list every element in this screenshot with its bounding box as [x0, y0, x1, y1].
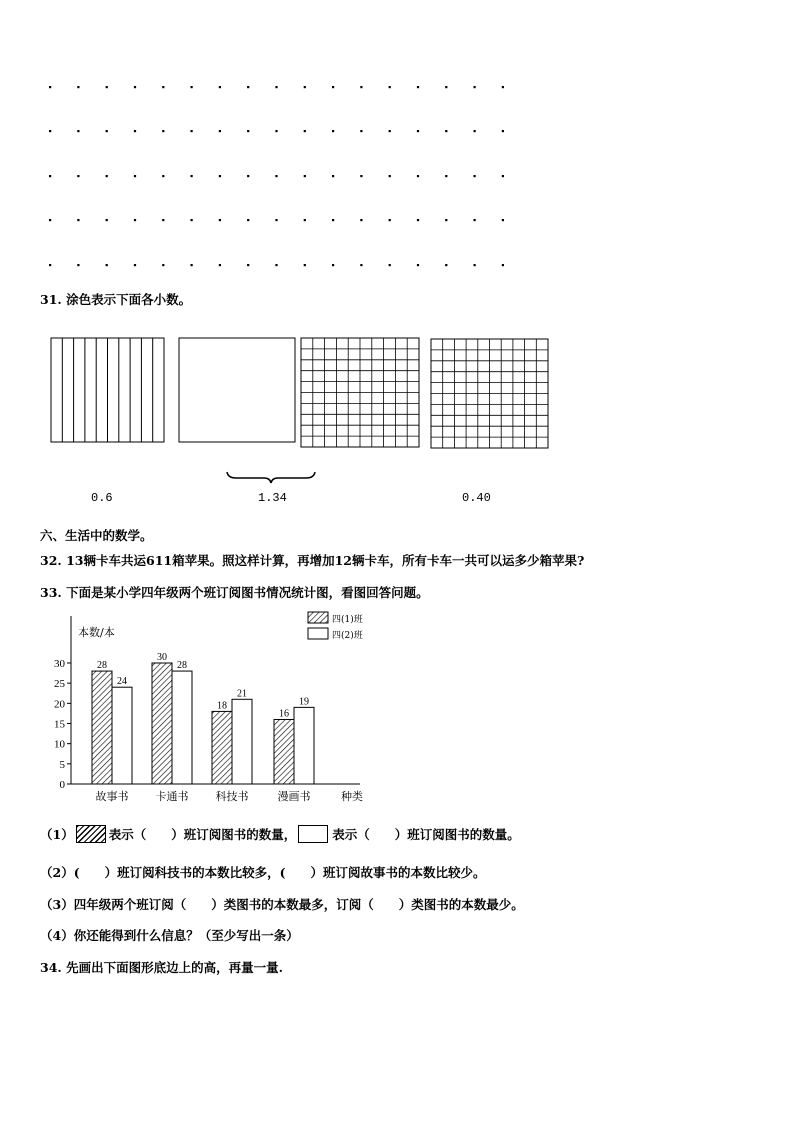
- question-number: 32.: [40, 553, 62, 568]
- grid-dot: [304, 219, 306, 221]
- grid-dot: [304, 175, 306, 177]
- y-tick-label: 15: [54, 718, 65, 731]
- grid-dot: [275, 264, 277, 266]
- grid-dot: [502, 264, 504, 266]
- y-tick-label: 10: [54, 738, 65, 751]
- grid-dot: [77, 175, 79, 177]
- y-tick-label: 0: [59, 779, 65, 791]
- grid-dot: [445, 264, 447, 266]
- grid-dot: [106, 219, 108, 221]
- data-label: 28: [97, 660, 107, 672]
- decimal-label-0-6: 0.6: [91, 491, 113, 505]
- grid-dot: [106, 130, 108, 132]
- grid-dot: [417, 86, 419, 88]
- legend-label: 四(1)班: [332, 615, 363, 625]
- grid-dot: [474, 264, 476, 266]
- grid-dot: [134, 219, 136, 221]
- subquestion-text-a: 表示（ ）班订阅图书的数量，: [108, 827, 297, 842]
- y-tick-label: 20: [54, 698, 65, 711]
- category-label: 漫画书: [277, 790, 311, 803]
- grid-dot: [502, 86, 504, 88]
- grid-dot: [219, 219, 221, 221]
- legend-label: 四(2)班: [332, 631, 363, 641]
- bar-四(1)班-漫画书: [274, 719, 294, 784]
- decimal-label-1-34: 1.34: [258, 491, 287, 505]
- grid-dot: [389, 264, 391, 266]
- data-label: 19: [299, 696, 309, 708]
- question-number: 33.: [40, 585, 62, 600]
- y-tick-label: 25: [54, 678, 65, 691]
- grid-dot: [445, 175, 447, 177]
- grid-dot: [360, 175, 362, 177]
- data-label: 21: [237, 688, 247, 700]
- x-axis-label: 种类: [341, 790, 363, 803]
- grid-dot: [162, 219, 164, 221]
- bar-chart: [40, 608, 460, 808]
- category-label: 科技书: [215, 790, 249, 803]
- grid-dot: [247, 219, 249, 221]
- data-label: 16: [279, 708, 289, 720]
- question-34: [40, 958, 283, 976]
- grid-dot: [474, 86, 476, 88]
- grid-dot: [360, 264, 362, 266]
- grid-dot: [474, 130, 476, 132]
- hatched-box-icon: [76, 825, 106, 843]
- grid-dot: [417, 175, 419, 177]
- subquestion-1: [40, 825, 520, 843]
- grid-dot: [191, 219, 193, 221]
- y-tick-label: 30: [54, 658, 65, 670]
- data-label: 30: [157, 652, 167, 663]
- legend-swatch: [308, 612, 328, 623]
- grid-dot: [49, 264, 51, 266]
- grid-dot: [191, 86, 193, 88]
- grid-dot: [49, 130, 51, 132]
- dot-grid: [0, 0, 794, 290]
- decimal-figures: [0, 330, 794, 490]
- grid-dot: [77, 130, 79, 132]
- grid-dot: [502, 130, 504, 132]
- grid-dot: [191, 264, 193, 266]
- data-label: 24: [117, 676, 127, 688]
- bar-四(1)班-故事书: [92, 671, 112, 784]
- question-text: 涂色表示下面各小数。: [66, 292, 192, 307]
- grid-dot: [191, 175, 193, 177]
- blank-box-icon: [298, 825, 328, 843]
- grid-dot: [247, 86, 249, 88]
- category-label: 故事书: [95, 790, 129, 803]
- grid-dot: [134, 175, 136, 177]
- grid-dot: [360, 86, 362, 88]
- grid-dot: [49, 175, 51, 177]
- grid-dot: [332, 130, 334, 132]
- grid-dot: [219, 264, 221, 266]
- y-axis-label: 本数/本: [78, 626, 115, 639]
- question-number: 34.: [40, 960, 62, 975]
- question-text: 先画出下面图形底边上的高，再量一量.: [66, 960, 283, 975]
- grid-dot: [332, 219, 334, 221]
- brace: [227, 472, 315, 483]
- grid-dot: [417, 219, 419, 221]
- subquestion-4: （4）你还能得到什么信息？（至少写出一条）: [40, 928, 299, 943]
- grid-dot: [219, 175, 221, 177]
- data-label: 18: [217, 700, 227, 712]
- grid-dot: [389, 86, 391, 88]
- grid-dot: [417, 264, 419, 266]
- grid-dot: [219, 86, 221, 88]
- grid-dot: [162, 264, 164, 266]
- grid-dot: [502, 219, 504, 221]
- grid-dot: [162, 175, 164, 177]
- grid-dot: [445, 219, 447, 221]
- question-text: 下面是某小学四年级两个班订阅图书情况统计图，看图回答问题。: [66, 585, 429, 600]
- grid-dot: [191, 130, 193, 132]
- grid-dot: [389, 175, 391, 177]
- grid-dot: [445, 86, 447, 88]
- bar-四(2)班-漫画书: [294, 707, 314, 784]
- section-title: 六、生活中的数学。: [40, 528, 153, 543]
- grid-dot: [304, 86, 306, 88]
- grid-dot: [474, 219, 476, 221]
- grid-dot: [332, 86, 334, 88]
- grid-dot: [275, 175, 277, 177]
- empty-square: [179, 338, 295, 442]
- bar-四(1)班-科技书: [212, 711, 232, 784]
- grid-dot: [162, 86, 164, 88]
- grid-dot: [247, 264, 249, 266]
- legend-swatch: [308, 628, 328, 639]
- subquestion-3: （3）四年级两个班订阅（ ）类图书的本数最多，订阅（ ）类图书的本数最少。: [40, 897, 524, 912]
- grid-dot: [417, 130, 419, 132]
- bar-四(2)班-科技书: [232, 699, 252, 784]
- decimal-label-0-40: 0.40: [462, 491, 491, 505]
- grid-dot: [389, 219, 391, 221]
- grid-dot: [106, 175, 108, 177]
- category-label: 卡通书: [155, 790, 189, 803]
- grid-dot: [360, 219, 362, 221]
- grid-dot: [247, 130, 249, 132]
- question-32: [40, 551, 584, 569]
- grid-dot: [49, 86, 51, 88]
- grid-dot: [247, 175, 249, 177]
- grid-dot: [219, 130, 221, 132]
- question-number: 31.: [40, 292, 62, 307]
- grid-dot: [77, 86, 79, 88]
- question-31: [40, 290, 191, 308]
- grid-dot: [134, 86, 136, 88]
- question-text: 13辆卡车共运611箱苹果。照这样计算，再增加12辆卡车，所有卡车一共可以运多少箱苹果?: [66, 553, 585, 568]
- bar-四(1)班-卡通书: [152, 663, 172, 784]
- subquestion-2: （2）( ）班订阅科技书的本数比较多，( ）班订阅故事书的本数比较少。: [40, 865, 486, 880]
- grid-dot: [474, 175, 476, 177]
- grid-dot: [304, 264, 306, 266]
- grid-dot: [77, 264, 79, 266]
- grid-dot: [445, 130, 447, 132]
- grid-dot: [275, 219, 277, 221]
- grid-dot: [275, 130, 277, 132]
- grid-dot: [106, 264, 108, 266]
- subquestion-number: （1）: [40, 827, 74, 842]
- grid-dot: [77, 219, 79, 221]
- question-33: [40, 583, 429, 601]
- grid-dot: [106, 86, 108, 88]
- grid-dot: [162, 130, 164, 132]
- grid-dot: [502, 175, 504, 177]
- grid-dot: [332, 264, 334, 266]
- y-tick-label: 5: [59, 758, 65, 771]
- grid-dot: [134, 264, 136, 266]
- grid-dot: [49, 219, 51, 221]
- subquestion-text-b: 表示（ ）班订阅图书的数量。: [332, 827, 520, 842]
- grid-dot: [275, 86, 277, 88]
- grid-dot: [134, 130, 136, 132]
- grid-dot: [332, 175, 334, 177]
- bar-四(2)班-故事书: [112, 687, 132, 784]
- grid-dot: [304, 130, 306, 132]
- bar-四(2)班-卡通书: [172, 671, 192, 784]
- data-label: 28: [177, 660, 187, 672]
- grid-dot: [389, 130, 391, 132]
- grid-dot: [360, 130, 362, 132]
